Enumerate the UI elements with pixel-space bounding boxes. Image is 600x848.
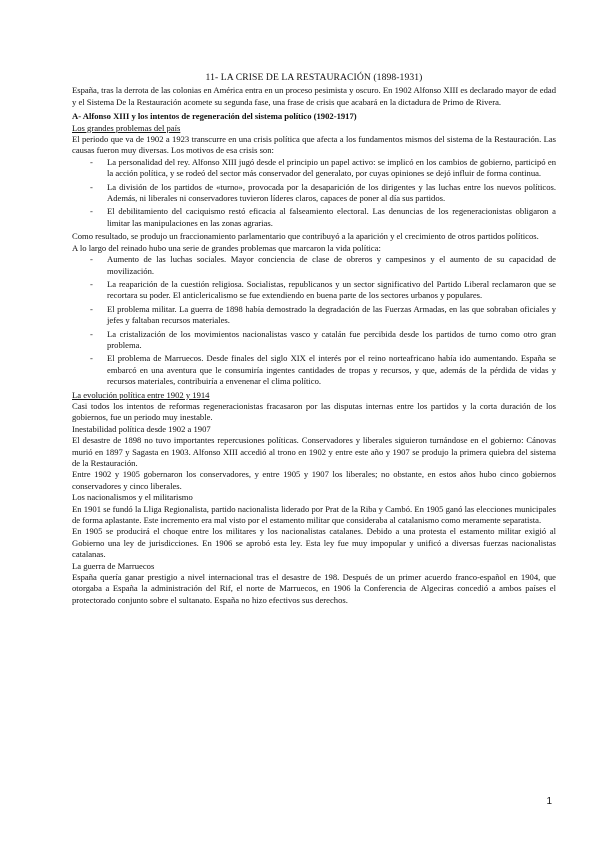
paragraph-nacionalismos-1: En 1901 se fundó la Lliga Regionalista, partido nacionalista liderado por Prat de la Riba y Cambó. En 1905 ganó las elecciones municipales de forma aplastante. Este incremento era mal visto por el estamento militar que consideraba al catalanismo como meramente separatista.: [72, 503, 556, 526]
paragraph-nacionalismos-2: En 1905 se producirá el choque entre los militares y los nacionalistas catalanes. Debido a una protesta el estamento militar exigió al Gobierno una ley de jurisdicciones. En 1906 se aprobó esta ley. Esta ley fue muy impopular y unificó a diversas fuerzas nacionalistas catalanas.: [72, 526, 556, 560]
list-item: [72, 353, 556, 387]
list-problemas: [72, 254, 556, 387]
dash-bullet: -: [90, 181, 93, 192]
list-item: [72, 329, 556, 352]
paragraph-inestabilidad-2: Entre 1902 y 1905 gobernaron los conservadores, y entre 1905 y 1907 los liberales; no obstante, en estos años hubo cinco gobiernos conservadores y cinco liberales.: [72, 469, 556, 491]
intro-paragraph: España, tras la derrota de las colonias en América entra en un proceso pesimista y oscuro. En 1902 Alfonso XIII es declarado mayor de edad y el Sistema De la Restauración acomete su segunda fase, una frase de crisis que acabará en la dictadura de Primo de Rivera.: [72, 85, 556, 107]
heading-evolucion: La evolución política entre 1902 y 1914: [72, 389, 210, 400]
list-item-text: El problema militar. La guerra de 1898 había demostrado la degradación de las Fuerzas Armadas, en las que sobraban oficiales y jefes y faltaban recursos materiales.: [107, 303, 556, 326]
list-item: [72, 254, 556, 277]
heading-inestabilidad: Inestabilidad política desde 1902 a 1907: [72, 423, 211, 434]
list-item: [72, 157, 556, 180]
list-item-text: El problema de Marruecos. Desde finales del siglo XIX el interés por el reino norteafricano había ido aumentando. España se embarcó en una aventura que le consumiría ingentes cantidades de tropas y recursos, y que, además de la pérdida de vidas y recursos materiales, contribuiría a envenenar el clima político.: [107, 353, 556, 387]
section-a-heading: A- Alfonso XIII y los intentos de regeneración del sistema político (1902-1917): [72, 111, 357, 122]
dash-bullet: -: [90, 278, 93, 289]
list-item-text: La reaparición de la cuestión religiosa. Socialistas, republicanos y un sector significativo del Partido Liberal reclamaron que se recortara su poder. El anticlericalismo se fue extendiendo en buena parte de los sectores urbanos y populares.: [107, 278, 556, 301]
list-item: [72, 206, 556, 229]
dash-bullet: -: [90, 206, 93, 217]
list-item-text: El debilitamiento del caciquismo restó eficacia al falseamiento electoral. Las denuncias de los regeneracionistas obligaron a limitar las manipulaciones en las zonas agrarias.: [107, 206, 556, 228]
document-title: 11- LA CRISE DE LA RESTAURACIÓN (1898-1931): [205, 72, 423, 83]
heading-problemas: Los grandes problemas del país: [72, 122, 181, 133]
list-motivos: [72, 157, 556, 229]
list-item: [72, 304, 556, 327]
paragraph-evolucion: Casi todos los intentos de reformas regeneracionistas fracasaron por las disputas internas entre los partidos y la corta duración de los gobiernos, fue un periodo muy inestable.: [72, 400, 556, 423]
heading-marruecos: La guerra de Marruecos: [72, 560, 155, 571]
list-item-text: Aumento de las luchas sociales. Mayor conciencia de clase de obreros y campesinos y el aumento de su capacidad de movilización.: [107, 254, 556, 276]
dash-bullet: -: [90, 303, 93, 314]
paragraph-inestabilidad-1: El desastre de 1898 no tuvo importantes repercusiones políticas. Conservadores y liberales siguieron turnándose en el gobierno: Cánovas murió en 1897 y Sagasta en 1903. Alfonso XIII accedió al trono en 1902 y entre este año y 1907 se produjo la primera quiebra del sistema de la Restauración.: [72, 435, 556, 468]
paragraph-marruecos: España quería ganar prestigio a nivel internacional tras el desastre de 198. Después de un primer acuerdo franco-español en 1904, que otorgaba a España la administración del Rif, el norte de Marruecos, en 1906 la Conferencia de Algeciras concedió a ambos países el protectorado conjunto sobre el sultanato. España no hizo efectivos sus derechos.: [72, 572, 556, 605]
dash-bullet: -: [90, 254, 93, 265]
paragraph-problemas: El periodo que va de 1902 a 1923 transcurre en una crisis política que afecta a los fundamentos mismos del sistema de la Restauración. Las causas fueron muy diversas. Los motivos de esa crisis son:: [72, 134, 556, 156]
dash-bullet: -: [90, 353, 93, 364]
list-item: [72, 279, 556, 302]
dash-bullet: -: [90, 328, 93, 339]
dash-bullet: -: [90, 156, 93, 167]
list-item: [72, 182, 556, 205]
heading-nacionalismos: Los nacionalismos y el militarismo: [72, 492, 193, 503]
list-item-text: La división de los partidos de «turno», provocada por la desaparición de los dirigentes y las luchas entre los nuevos políticos. Además, ni liberales ni conservadores tuvieron líderes claros, capaces de poner al día sus partidos.: [107, 181, 556, 204]
list-item-text: La cristalización de los movimientos nacionalistas vasco y catalán fue percibida desde los partidos de turno como otro gran problema.: [107, 328, 556, 350]
paragraph-resultado: Como resultado, se produjo un fraccionamiento parlamentario que contribuyó a la aparición y el crecimiento de otros partidos políticos.: [72, 231, 539, 242]
page-number: 1: [546, 796, 552, 807]
document-page: [72, 72, 556, 606]
paragraph-reinado: A lo largo del reinado hubo una serie de grandes problemas que marcaron la vida política:: [72, 242, 381, 253]
list-item-text: La personalidad del rey. Alfonso XIII jugó desde el principio un papel activo: se implicó en los cambios de gobierno, participó en la acción política, y se rodeó del sector más conservador del generalato, por cuyas opiniones se dejó influir de forma continua.: [107, 156, 556, 179]
